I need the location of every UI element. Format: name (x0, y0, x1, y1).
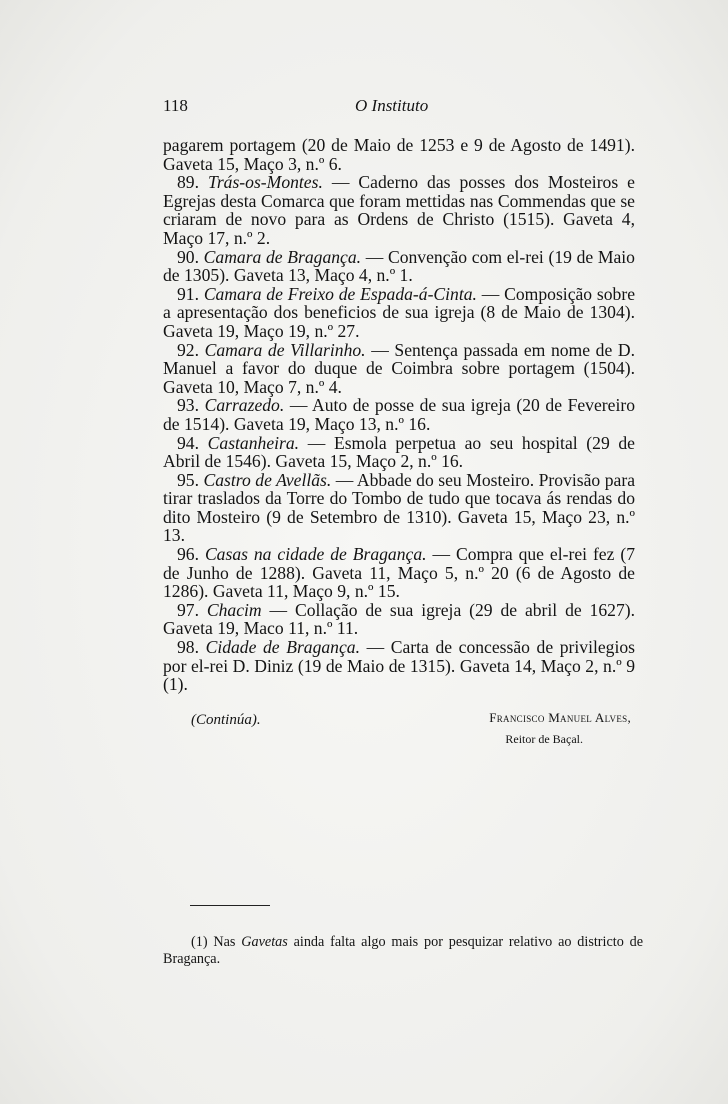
entry-number: 90. (177, 246, 199, 267)
body-text (163, 136, 635, 694)
entry-subject: Camara de Freixo de Espada-á-Cinta. (203, 283, 477, 304)
author-role: Reitor de Baçal. (505, 732, 583, 746)
entry-text: — Carta de concessão de privilegios por el-rei D. Diniz (19 de Maio de 1315). Gaveta 14, Maço 2, n.º 9 (1). (163, 637, 635, 695)
entry-90 (163, 248, 635, 285)
entry-93 (163, 396, 635, 433)
continua-note: (Continúa). (191, 712, 261, 728)
entry-continuation (163, 136, 635, 173)
entry-subject: Casas na cidade de Bragança. (204, 544, 427, 565)
entry-98 (163, 638, 635, 694)
entry-97 (163, 601, 635, 638)
entry-subject: Carrazedo. (204, 395, 285, 416)
footnote-emphasis: Gavetas (241, 934, 288, 951)
entry-92 (163, 341, 635, 397)
entry-94 (163, 434, 635, 471)
entry-text: — Composição sobre a apresentação dos beneficios de sua igreja (8 de Maio de 1304). Gaveta 19, Maço 19, n.º 27. (163, 283, 636, 341)
entry-text: — Auto de posse de sua igreja (20 de Fevereiro de 1514). Gaveta 19, Maço 13, n.º 16. (163, 395, 636, 434)
entry-91 (163, 285, 635, 341)
entry-subject: Castro de Avellãs. (203, 469, 332, 490)
entry-text: — Esmola perpetua ao seu hospital (29 de Abril de 1546). Gaveta 15, Maço 2, n.º 16. (163, 432, 635, 472)
footnote (163, 934, 643, 968)
entry-number: 96. (177, 544, 199, 565)
footnote-divider (190, 905, 270, 906)
entry-number: 93. (177, 395, 199, 416)
entry-subject: Cidade de Bragança. (205, 637, 360, 658)
footnote-text: ainda falta algo mais por pesquizar relativo ao districto de Bragança. (163, 934, 644, 968)
running-title: O Instituto (355, 96, 429, 115)
entry-text: — Caderno das posses dos Mosteiros e Egrejas desta Comarca que foram mettidas nas Commendas que se criaram de novo para as Ordens de Christo (1515). Gaveta 4, Maço 17, n.º 2. (163, 172, 635, 248)
entry-text: — Convenção com el-rei (19 de Maio de 1305). Gaveta 13, Maço 4, n.º 1. (163, 246, 635, 286)
entry-subject: Castanheira. (207, 432, 300, 453)
entry-text: — Sentença passada em nome de D. Manuel a favor do duque de Coimbra sobre portagem (1504). Gaveta 10, Maço 7, n.º 4. (163, 339, 635, 397)
footnote-marker: (1) Nas (191, 934, 242, 951)
entry-number: 94. (177, 432, 199, 453)
entry-number: 97. (177, 599, 199, 620)
entry-text: — Collação de sua igreja (29 de abril de 1627). Gaveta 19, Maco 11, n.º 11. (163, 599, 635, 639)
author-name: Francisco Manuel Alves, (489, 710, 631, 725)
entry-subject: Trás-os-Montes. (208, 172, 323, 193)
entry-text: — Compra que el-rei fez (7 de Junho de 1288). Gaveta 11, Maço 5, n.º 20 (6 de Agosto de 1286). Gaveta 11, Maço 9, n.º 15. (163, 544, 636, 602)
page-header (163, 96, 633, 120)
entry-number: 95. (177, 469, 199, 490)
signature-block (163, 710, 635, 754)
entry-number: 92. (177, 339, 199, 360)
entry-text: pagarem portagem (20 de Maio de 1253 e 9 de Agosto de 1491). Gaveta 15, Maço 3, n.º 6. (163, 135, 635, 174)
entry-subject: Chacim (206, 599, 262, 620)
entry-96 (163, 545, 635, 601)
entry-number: 98. (177, 637, 199, 658)
entry-text: — Abbade do seu Mosteiro. Provisão para tirar traslados da Torre do Tombo de tudo que tocava ás rendas do dito Mosteiro (9 de Setembro de 1310). Gaveta 15, Maço 23, n.º 13. (163, 469, 636, 546)
entry-number: 91. (177, 283, 199, 304)
entry-subject: Camara de Villarinho. (204, 339, 366, 360)
entry-89 (163, 173, 635, 247)
entry-95 (163, 471, 635, 545)
entry-subject: Camara de Bragança. (203, 246, 362, 267)
page-number: 118 (163, 96, 188, 115)
entry-number: 89. (177, 172, 199, 193)
